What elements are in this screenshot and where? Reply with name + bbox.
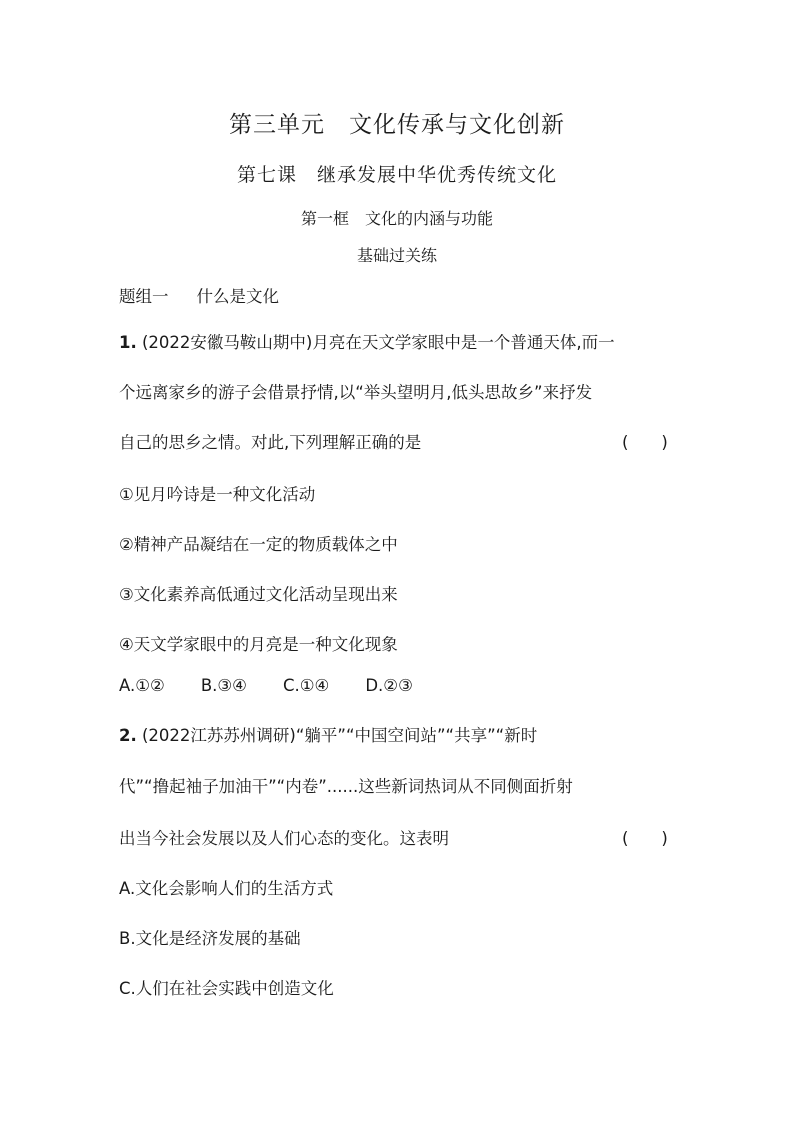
question-1-text-1: (2022安徽马鞍山期中)月亮在天文学家眼中是一个普通天体,而一	[142, 333, 615, 352]
option-d: D.②③	[365, 676, 413, 695]
group-label: 题组一	[119, 287, 169, 306]
question-2-number: 2.	[119, 726, 137, 745]
unit-title: 第三单元 文化传承与文化创新	[229, 112, 565, 138]
exercise-title: 基础过关练	[356, 246, 437, 265]
statement-item: ①见月吟诗是一种文化活动	[119, 485, 316, 504]
group-heading	[119, 283, 279, 307]
question-1-number: 1.	[119, 333, 137, 352]
section-title: 第一框 文化的内涵与功能	[300, 209, 493, 228]
option-b: B.文化是经济发展的基础	[119, 929, 301, 948]
question-1-line-2: 个远离家乡的游子会借景抒情,以“举头望明月,低头思故乡”来抒发	[119, 383, 593, 402]
option-a: A.①②	[119, 676, 165, 695]
question-1-line-1	[119, 329, 615, 353]
group-title: 什么是文化	[196, 287, 279, 306]
question-2-line-1	[119, 722, 537, 746]
question-2-text-1: (2022江苏苏州调研)“躺平”“中国空间站”“共享”“新时	[142, 726, 538, 745]
question-1-line-3: 自己的思乡之情。对此,下列理解正确的是	[119, 433, 422, 452]
question-1-options	[119, 676, 449, 695]
question-2-line-3: 出当今社会发展以及人们心态的变化。这表明	[119, 829, 449, 848]
option-a: A.文化会影响人们的生活方式	[119, 879, 334, 898]
option-c: C.人们在社会实践中创造文化	[119, 979, 334, 998]
statement-item: ④天文学家眼中的月亮是一种文化现象	[119, 635, 398, 654]
question-2-line-2: 代”“撸起袖子加油干”“内卷”......这些新词热词从不同侧面折射	[119, 777, 573, 796]
question-2-answer-blank: ( )	[622, 829, 668, 848]
option-c: C.①④	[282, 676, 330, 695]
option-b: B.③④	[200, 676, 247, 695]
statement-item: ③文化素养高低通过文化活动呈现出来	[119, 585, 398, 604]
lesson-title: 第七课 继承发展中华优秀传统文化	[236, 164, 557, 186]
question-1-answer-blank: ( )	[622, 433, 668, 452]
statement-item: ②精神产品凝结在一定的物质载体之中	[119, 535, 398, 554]
